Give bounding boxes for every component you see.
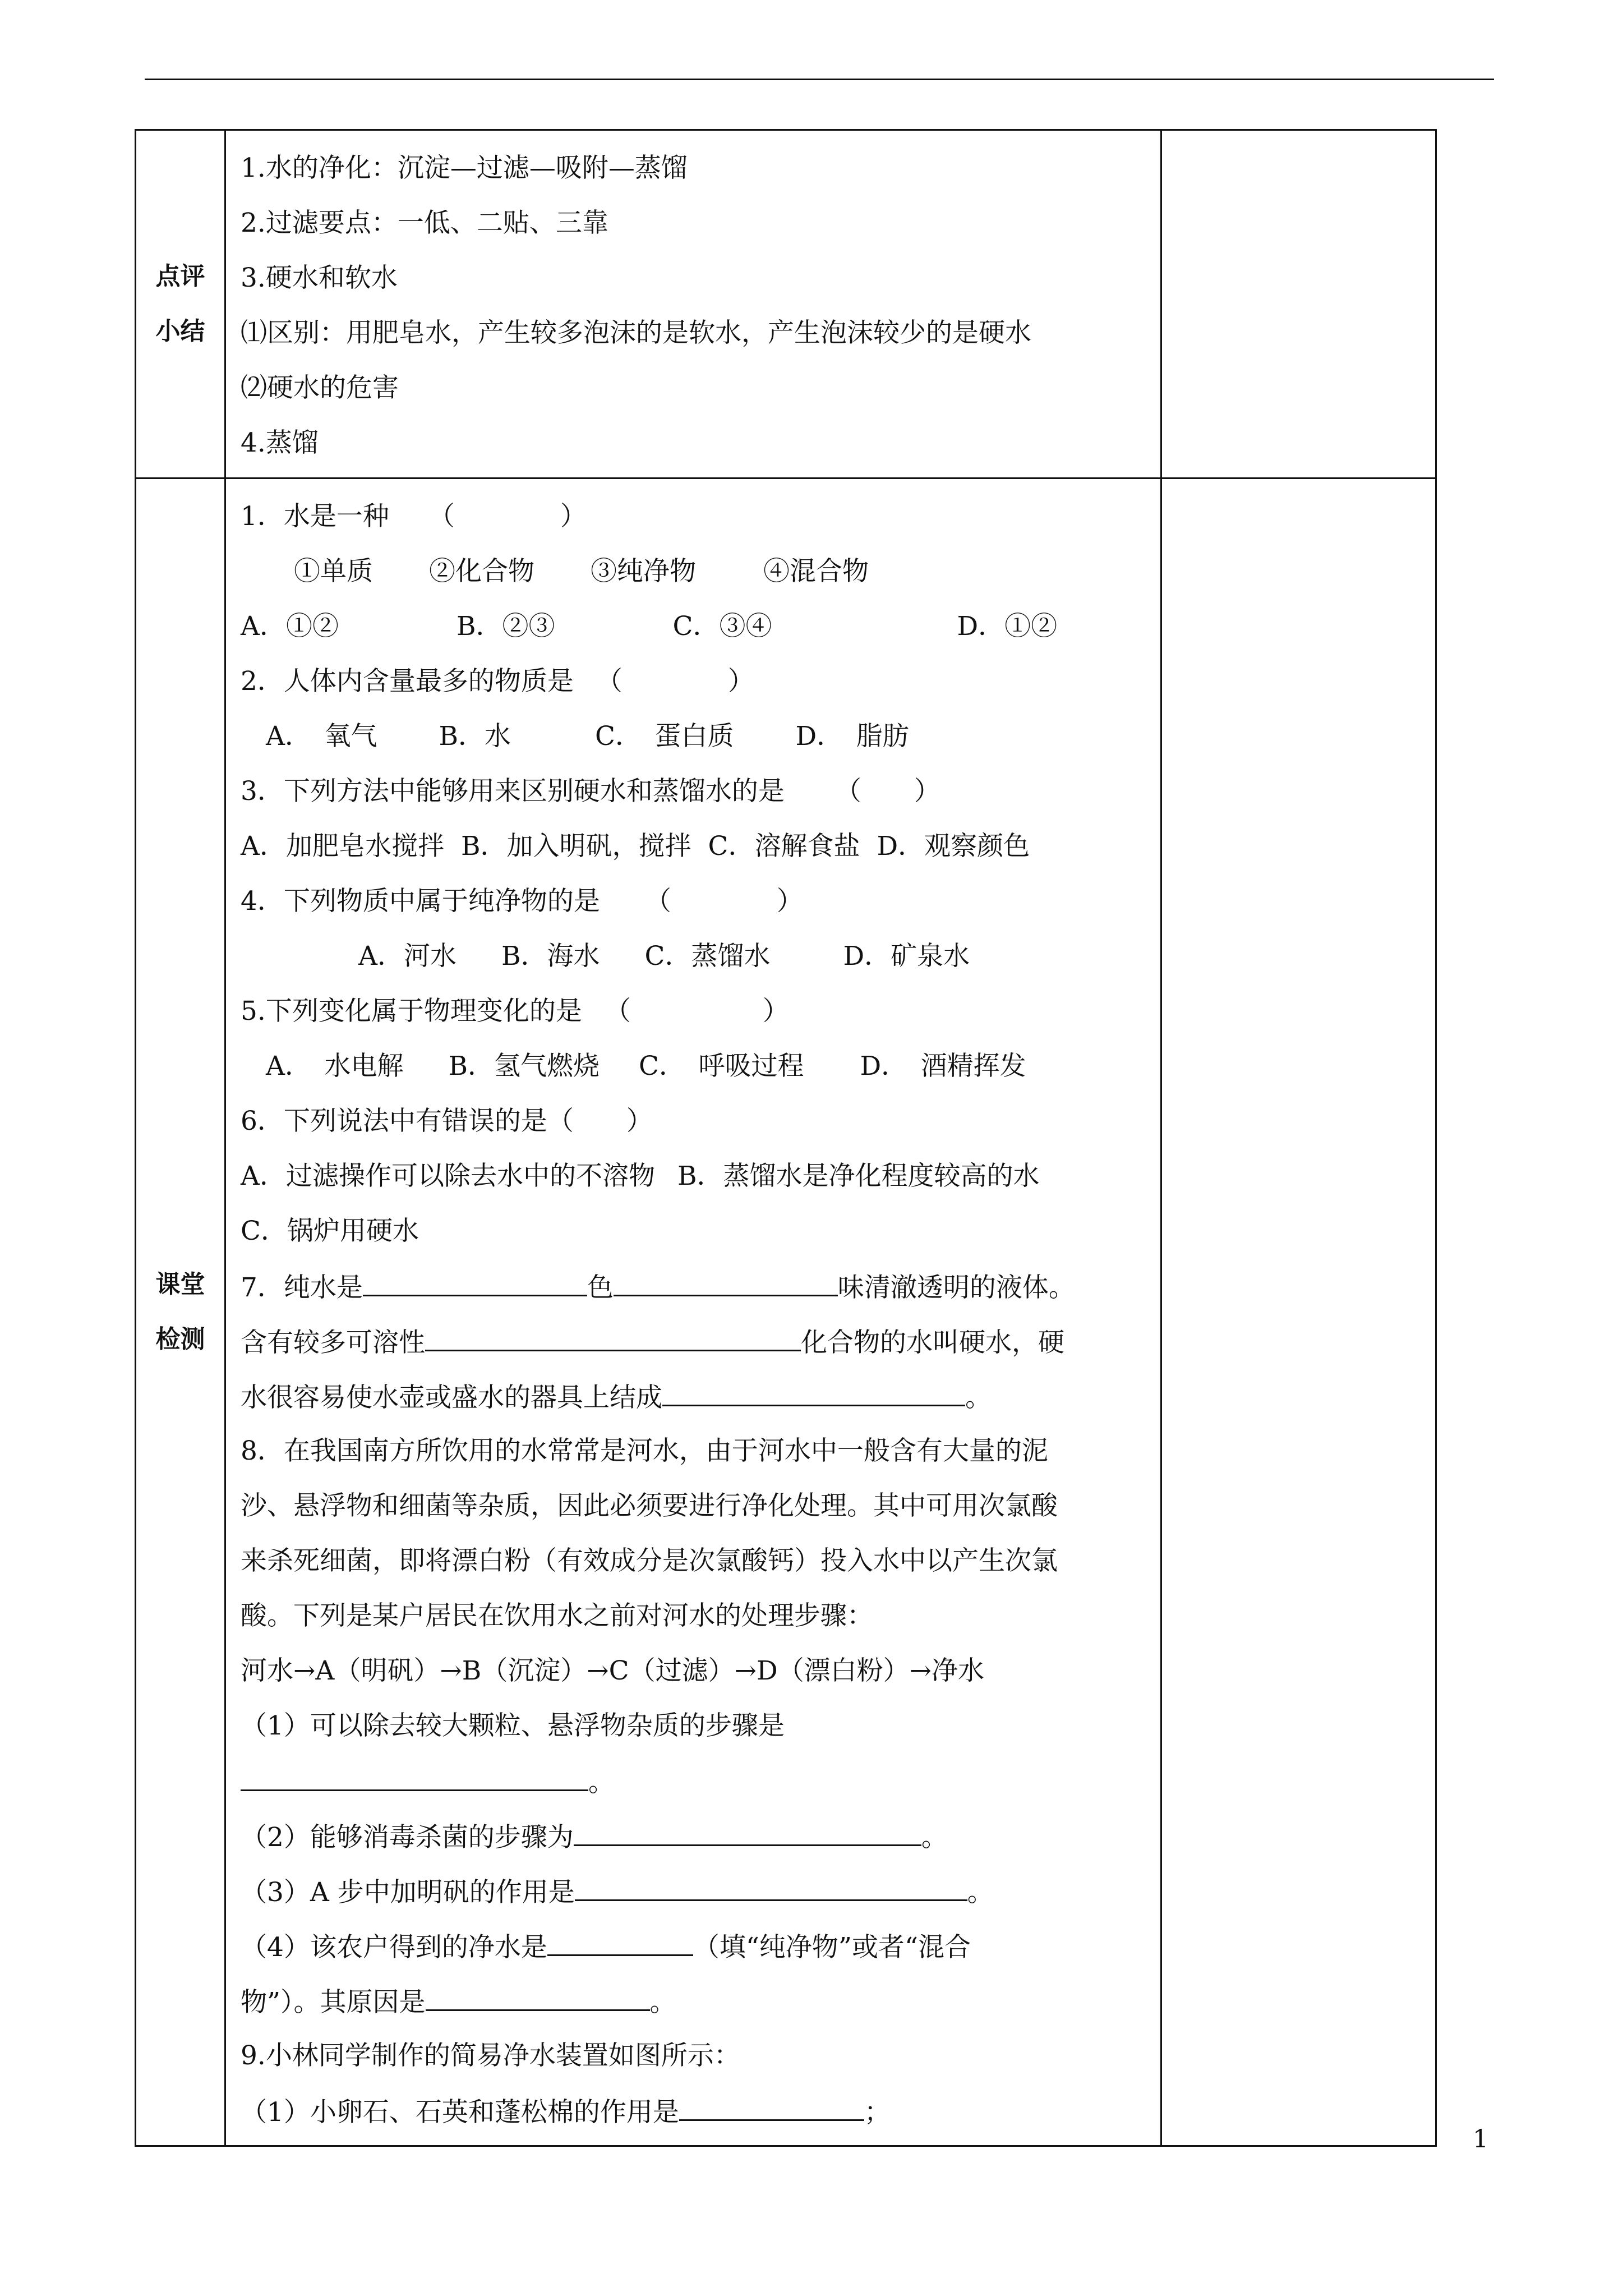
q8-text: 。 xyxy=(967,1877,994,1908)
q7-text: 味清澈透明的液体。 xyxy=(837,1272,1075,1303)
review-line: 4.蒸馏 xyxy=(241,427,319,458)
q4-option: A．河水 xyxy=(358,941,457,972)
q7-line3 xyxy=(241,1369,1160,1424)
q1-item: ④混合物 xyxy=(763,556,869,587)
q9-text: （1）小卵石、石英和蓬松棉的作用是 xyxy=(241,2097,679,2128)
q6-stem: 6．下列说法中有错误的是（ ） xyxy=(241,1106,653,1137)
q1-option: B．②③ xyxy=(456,611,555,642)
answer-blank[interactable] xyxy=(574,1809,921,1846)
q8-text: （填“纯净物”或者“混合 xyxy=(693,1932,971,1963)
header-rule xyxy=(145,79,1494,80)
q8-intro-line: 8．在我国南方所饮用的水常常是河水，由于河水中一般含有大量的泥 xyxy=(241,1435,1048,1466)
q5-stem-line xyxy=(241,984,1160,1039)
review-row xyxy=(136,130,1436,478)
q4-paren: （ ） xyxy=(644,886,803,917)
q8-intro-line: 酸。下列是某户居民在饮用水之前对河水的处理步骤： xyxy=(241,1600,873,1631)
q1-items-line xyxy=(241,544,1160,599)
q2-stem: 2．人体内含量最多的物质是 xyxy=(241,666,574,697)
q1-stem: 1．水是一种 xyxy=(241,501,389,532)
q2-option: D． 脂肪 xyxy=(795,721,909,752)
q3-option: A．加肥皂水搅拌 xyxy=(241,831,444,862)
q7-line1 xyxy=(241,1259,1160,1314)
review-label-cell xyxy=(136,130,225,478)
q1-options-line xyxy=(241,599,1160,654)
q3-stem-line xyxy=(241,764,1160,819)
q8-sub4-line2 xyxy=(241,1973,1160,2028)
q6-option: C．锅炉用硬水 xyxy=(241,1216,419,1246)
q1-paren: （ ） xyxy=(428,501,587,532)
q7-text: 色 xyxy=(587,1272,614,1303)
test-label-line2: 检测 xyxy=(155,1325,205,1354)
q7-line2 xyxy=(241,1314,1160,1369)
q4-option: B．海水 xyxy=(501,941,600,972)
q1-option: D．①② xyxy=(957,611,1058,642)
test-row xyxy=(136,478,1436,2146)
q7-text: 7．纯水是 xyxy=(241,1272,363,1303)
q2-option: C． 蛋白质 xyxy=(595,721,734,752)
q8-text: 物”）。其原因是 xyxy=(241,1987,426,2018)
review-label-line2: 小结 xyxy=(155,317,205,346)
q1-option: A．①② xyxy=(241,611,339,642)
q7-text: 。 xyxy=(965,1382,992,1413)
q9-stem: 9.小林同学制作的简易净水装置如图所示： xyxy=(241,2040,740,2071)
q8-process: 河水→A（明矾）→B（沉淀）→C（过滤）→D（漂白粉）→净水 xyxy=(241,1655,985,1686)
answer-blank[interactable] xyxy=(662,1369,965,1406)
answer-blank[interactable] xyxy=(425,1314,801,1351)
q1-item: ①单质 xyxy=(294,556,373,587)
q8-sub4-line1 xyxy=(241,1918,1160,1973)
review-line: 2.过滤要点：一低、二贴、三靠 xyxy=(241,208,608,238)
q2-options-line xyxy=(241,709,1160,764)
page-number: 1 xyxy=(1473,2125,1488,2154)
worksheet-table xyxy=(135,129,1437,2147)
q4-stem: 4．下列物质中属于纯净物的是 xyxy=(241,886,600,917)
test-label-line1: 课堂 xyxy=(155,1270,205,1299)
q5-paren: （ ） xyxy=(604,996,789,1027)
q6-option: B．蒸馏水是净化程度较高的水 xyxy=(677,1161,1040,1191)
q3-option: C．溶解食盐 xyxy=(708,831,860,862)
q5-option: B．氢气燃烧 xyxy=(448,1051,600,1082)
q3-stem: 3．下列方法中能够用来区别硬水和蒸馏水的是 xyxy=(241,776,785,807)
q2-option: B．水 xyxy=(439,721,511,752)
q1-item: ③纯净物 xyxy=(591,556,696,587)
review-line: ⑴区别：用肥皂水，产生较多泡沫的是软水，产生泡沫较少的是硬水 xyxy=(241,318,1031,348)
q5-options-line xyxy=(241,1039,1160,1094)
answer-blank[interactable] xyxy=(426,1973,650,2011)
q2-option: A． 氧气 xyxy=(266,721,377,752)
answer-blank[interactable] xyxy=(363,1259,587,1296)
review-line: 1.水的净化：沉淀—过滤—吸附—蒸馏 xyxy=(241,153,688,183)
q8-text: （3）A 步中加明矾的作用是 xyxy=(241,1877,575,1908)
q4-options-line xyxy=(241,929,1160,984)
q7-text: 化合物的水叫硬水，硬 xyxy=(801,1327,1064,1358)
q3-option: B．加入明矾，搅拌 xyxy=(460,831,691,862)
test-label-cell xyxy=(136,478,225,2146)
q8-intro-line: 沙、悬浮物和细菌等杂质，因此必须要进行净化处理。其中可用次氯酸 xyxy=(241,1490,1058,1521)
q1-item: ②化合物 xyxy=(429,556,534,587)
review-line: 3.硬水和软水 xyxy=(241,263,398,293)
q3-paren: （ ） xyxy=(834,776,940,807)
review-notes-cell xyxy=(1161,130,1436,478)
q6-options-line xyxy=(241,1149,1160,1204)
q9-sub1-line xyxy=(241,2083,1160,2138)
answer-blank[interactable] xyxy=(241,1754,588,1791)
q8-sub1: （1）可以除去较大颗粒、悬浮物杂质的步骤是 xyxy=(241,1710,785,1741)
q5-option: D． 酒精挥发 xyxy=(860,1051,1026,1082)
answer-blank[interactable] xyxy=(547,1918,693,1956)
q7-text: 水很容易使水壶或盛水的器具上结成 xyxy=(241,1382,662,1413)
q1-option: C．③④ xyxy=(672,611,772,642)
answer-blank[interactable] xyxy=(575,1864,967,1901)
q8-text: （4）该农户得到的净水是 xyxy=(241,1932,547,1963)
q8-text: （2）能够消毒杀菌的步骤为 xyxy=(241,1822,574,1853)
q4-stem-line xyxy=(241,874,1160,929)
q8-sub2-line xyxy=(241,1809,1160,1864)
q3-options-line xyxy=(241,819,1160,874)
q8-text: 。 xyxy=(921,1822,948,1853)
q4-option: D．矿泉水 xyxy=(843,941,970,972)
test-content-cell xyxy=(225,478,1161,2146)
answer-blank[interactable] xyxy=(679,2083,864,2121)
review-content-cell xyxy=(225,130,1161,478)
q9-text: ； xyxy=(864,2097,891,2128)
q1-stem-line xyxy=(241,489,1160,544)
q8-text: 。 xyxy=(649,1987,676,2018)
review-line: ⑵硬水的危害 xyxy=(241,372,399,403)
q2-paren: （ ） xyxy=(596,666,754,697)
q6-option: A．过滤操作可以除去水中的不溶物 xyxy=(241,1161,655,1191)
review-label-line1: 点评 xyxy=(155,262,205,291)
q8-intro-line: 来杀死细菌，即将漂白粉（有效成分是次氯酸钙）投入水中以产生次氯 xyxy=(241,1545,1058,1576)
q3-option: D．观察颜色 xyxy=(877,831,1030,862)
q5-option: A． 水电解 xyxy=(266,1051,404,1082)
q5-stem: 5.下列变化属于物理变化的是 xyxy=(241,996,582,1027)
q8-sub3-line xyxy=(241,1864,1160,1918)
q8-sub1-answer-line xyxy=(241,1754,1160,1809)
q7-text: 含有较多可溶性 xyxy=(241,1327,425,1358)
test-notes-cell xyxy=(1161,478,1436,2146)
q8-text: 。 xyxy=(588,1767,615,1798)
q5-option: C． 呼吸过程 xyxy=(639,1051,804,1082)
answer-blank[interactable] xyxy=(614,1259,838,1296)
q4-option: C．蒸馏水 xyxy=(644,941,771,972)
q2-stem-line xyxy=(241,654,1160,709)
